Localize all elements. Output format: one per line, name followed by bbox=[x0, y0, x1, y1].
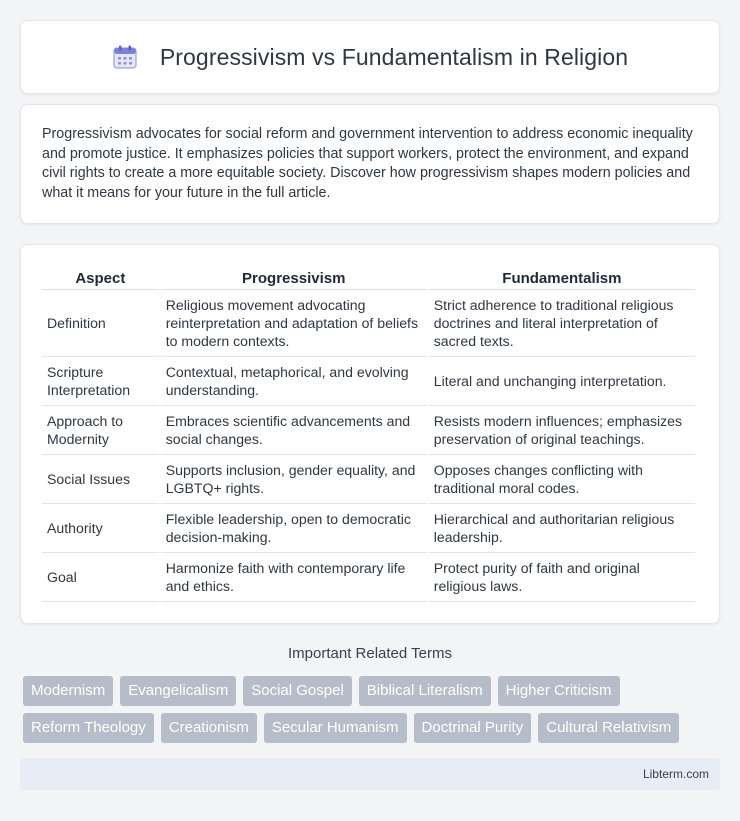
cell-progressivism: Religious movement advocating reinterpretation and adaptation of beliefs to modern contexts. bbox=[161, 290, 427, 357]
table-row bbox=[42, 553, 695, 602]
related-term-tag[interactable]: Evangelicalism bbox=[120, 676, 236, 706]
cell-progressivism: Contextual, metaphorical, and evolving understanding. bbox=[161, 357, 427, 406]
header-progressivism: Progressivism bbox=[161, 266, 427, 290]
cell-fundamentalism: Protect purity of faith and original religious laws. bbox=[429, 553, 695, 602]
related-term-tag[interactable]: Modernism bbox=[23, 676, 113, 706]
footer bbox=[20, 758, 720, 790]
related-term-tag[interactable]: Cultural Relativism bbox=[538, 713, 679, 743]
related-term-tag[interactable]: Higher Criticism bbox=[498, 676, 620, 706]
cell-fundamentalism: Resists modern influences; emphasizes preservation of original teachings. bbox=[429, 406, 695, 455]
table-row bbox=[42, 357, 695, 406]
cell-progressivism: Supports inclusion, gender equality, and LGBTQ+ rights. bbox=[161, 455, 427, 504]
comparison-table-card bbox=[20, 244, 720, 624]
table-row bbox=[42, 455, 695, 504]
related-term-tag[interactable]: Doctrinal Purity bbox=[414, 713, 532, 743]
table-row bbox=[42, 504, 695, 553]
related-terms-title: Important Related Terms bbox=[288, 645, 452, 662]
related-term-tag[interactable]: Social Gospel bbox=[243, 676, 352, 706]
intro-text: Progressivism advocates for social reform and government intervention to address economic inequality and promote justice. It emphasizes policies that support workers, protect the environment, and expand civil rights to create a more equitable society. Discover how progressivism shapes modern policies and what it means for your future in the full article. bbox=[42, 126, 693, 201]
page-title: Progressivism vs Fundamentalism in Religion bbox=[159, 43, 629, 70]
header-fundamentalism: Fundamentalism bbox=[429, 266, 695, 290]
cell-aspect: Social Issues bbox=[42, 455, 159, 504]
related-term-tag[interactable]: Biblical Literalism bbox=[359, 676, 491, 706]
cell-fundamentalism: Hierarchical and authoritarian religious leadership. bbox=[429, 504, 695, 553]
cell-aspect: Definition bbox=[42, 290, 159, 357]
cell-fundamentalism: Strict adherence to traditional religious doctrines and literal interpretation of sacred texts. bbox=[429, 290, 695, 357]
cell-progressivism: Harmonize faith with contemporary life and ethics. bbox=[161, 553, 427, 602]
cell-progressivism: Embraces scientific advancements and social changes. bbox=[161, 406, 427, 455]
table-row bbox=[42, 406, 695, 455]
related-term-tag[interactable]: Secular Humanism bbox=[264, 713, 407, 743]
related-term-tag[interactable]: Reform Theology bbox=[23, 713, 154, 743]
calendar-icon bbox=[112, 44, 138, 70]
related-term-tag[interactable]: Creationism bbox=[161, 713, 257, 743]
cell-fundamentalism: Literal and unchanging interpretation. bbox=[429, 357, 695, 406]
intro-card bbox=[20, 104, 720, 224]
header-aspect: Aspect bbox=[42, 266, 159, 290]
table-row bbox=[42, 290, 695, 357]
related-terms-row-2 bbox=[23, 713, 723, 743]
cell-aspect: Goal bbox=[42, 553, 159, 602]
cell-fundamentalism: Opposes changes conflicting with traditional moral codes. bbox=[429, 455, 695, 504]
cell-progressivism: Flexible leadership, open to democratic decision-making. bbox=[161, 504, 427, 553]
related-terms-row-1 bbox=[23, 676, 723, 706]
cell-aspect: Authority bbox=[42, 504, 159, 553]
cell-aspect: Approach to Modernity bbox=[42, 406, 159, 455]
comparison-table bbox=[40, 266, 697, 602]
footer-site-link[interactable]: Libterm.com bbox=[642, 767, 709, 781]
title-wrap bbox=[112, 44, 628, 71]
title-card bbox=[20, 20, 720, 94]
cell-aspect: Scripture Interpretation bbox=[42, 357, 159, 406]
table-header-row bbox=[42, 266, 695, 290]
